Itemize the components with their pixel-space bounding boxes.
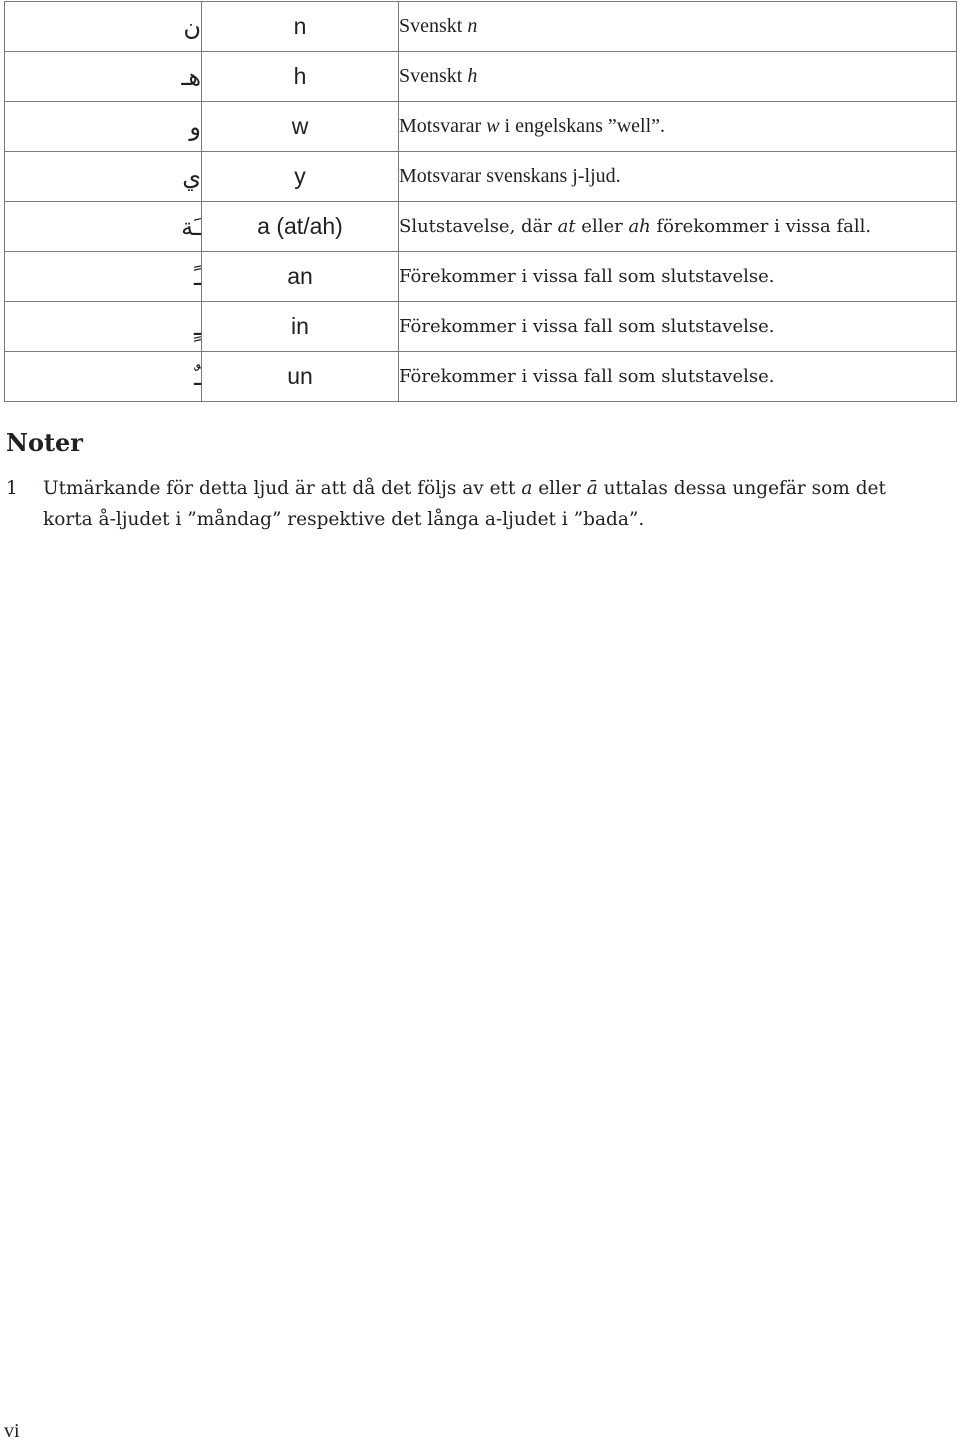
description-text: eller xyxy=(575,216,629,237)
page-number: vi xyxy=(4,1420,20,1442)
footnote-emphasis: a xyxy=(521,478,533,499)
transliteration-cell: h xyxy=(202,52,399,102)
description-cell xyxy=(399,252,957,302)
table-row xyxy=(5,102,957,152)
description-cell xyxy=(399,352,957,402)
transliteration-cell: a (at/ah) xyxy=(202,202,399,252)
footnote-emphasis: ā xyxy=(586,478,598,499)
description-emphasis: ah xyxy=(628,216,651,237)
arabic-letter-cell xyxy=(5,152,202,202)
arabic-letter: ـٌ xyxy=(193,362,201,391)
footnote xyxy=(6,473,936,535)
transliteration-cell: an xyxy=(202,252,399,302)
transliteration-table xyxy=(4,1,957,402)
table-row xyxy=(5,2,957,52)
transliteration-cell: w xyxy=(202,102,399,152)
transliteration-cell: y xyxy=(202,152,399,202)
table-row xyxy=(5,202,957,252)
footnote-text xyxy=(43,473,936,535)
arabic-letter-cell xyxy=(5,352,202,402)
description-cell xyxy=(399,52,957,102)
description-text: Förekommer i vissa fall som slutstavelse. xyxy=(399,366,775,387)
description-text: i engelskans ”well”. xyxy=(499,115,666,137)
description-text: Slutstavelse, där xyxy=(399,216,558,237)
arabic-letter: ن xyxy=(183,12,201,41)
description-text: Motsvarar svenskans j-ljud. xyxy=(399,165,621,187)
description-emphasis: h xyxy=(467,65,478,87)
description-emphasis: n xyxy=(467,15,478,37)
table-row xyxy=(5,252,957,302)
notes-heading: Noter xyxy=(6,428,83,457)
arabic-letter: ي xyxy=(182,162,201,191)
footnote-text-part: eller xyxy=(532,478,587,499)
arabic-letter: ـٍ xyxy=(193,312,201,341)
description-text: förekommer i vissa fall. xyxy=(650,216,872,237)
description-cell xyxy=(399,152,957,202)
description-text: Förekommer i vissa fall som slutstavelse. xyxy=(399,316,775,337)
table-row xyxy=(5,52,957,102)
arabic-letter: ـَة xyxy=(181,212,201,241)
footnote-text-part: Utmärkande för detta ljud är att då det följs av ett xyxy=(43,478,522,499)
description-cell xyxy=(399,302,957,352)
description-text: Svenskt xyxy=(399,65,468,87)
description-text: Motsvarar xyxy=(399,115,487,137)
description-emphasis: at xyxy=(557,216,576,237)
arabic-letter: ـً xyxy=(193,262,201,291)
arabic-letter: و xyxy=(189,112,201,141)
description-cell xyxy=(399,102,957,152)
description-cell xyxy=(399,202,957,252)
arabic-letter-cell xyxy=(5,202,202,252)
transliteration-cell: in xyxy=(202,302,399,352)
arabic-letter-cell xyxy=(5,102,202,152)
arabic-letter-cell xyxy=(5,2,202,52)
table-row xyxy=(5,152,957,202)
arabic-letter-cell xyxy=(5,302,202,352)
arabic-letter-cell xyxy=(5,252,202,302)
description-cell xyxy=(399,2,957,52)
description-text: Svenskt xyxy=(399,15,468,37)
footnote-text-part: uttalas dessa ungefär som det korta å-ljudet i ”måndag” respektive det långa a-ljudet i ”bada”. xyxy=(43,478,886,530)
transliteration-cell: un xyxy=(202,352,399,402)
arabic-letter: هـ xyxy=(181,62,201,91)
arabic-letter-cell xyxy=(5,52,202,102)
description-emphasis: w xyxy=(486,115,500,137)
table-row xyxy=(5,352,957,402)
transliteration-cell: n xyxy=(202,2,399,52)
footnote-number: 1 xyxy=(6,478,18,499)
description-text: Förekommer i vissa fall som slutstavelse. xyxy=(399,266,775,287)
table-row xyxy=(5,302,957,352)
